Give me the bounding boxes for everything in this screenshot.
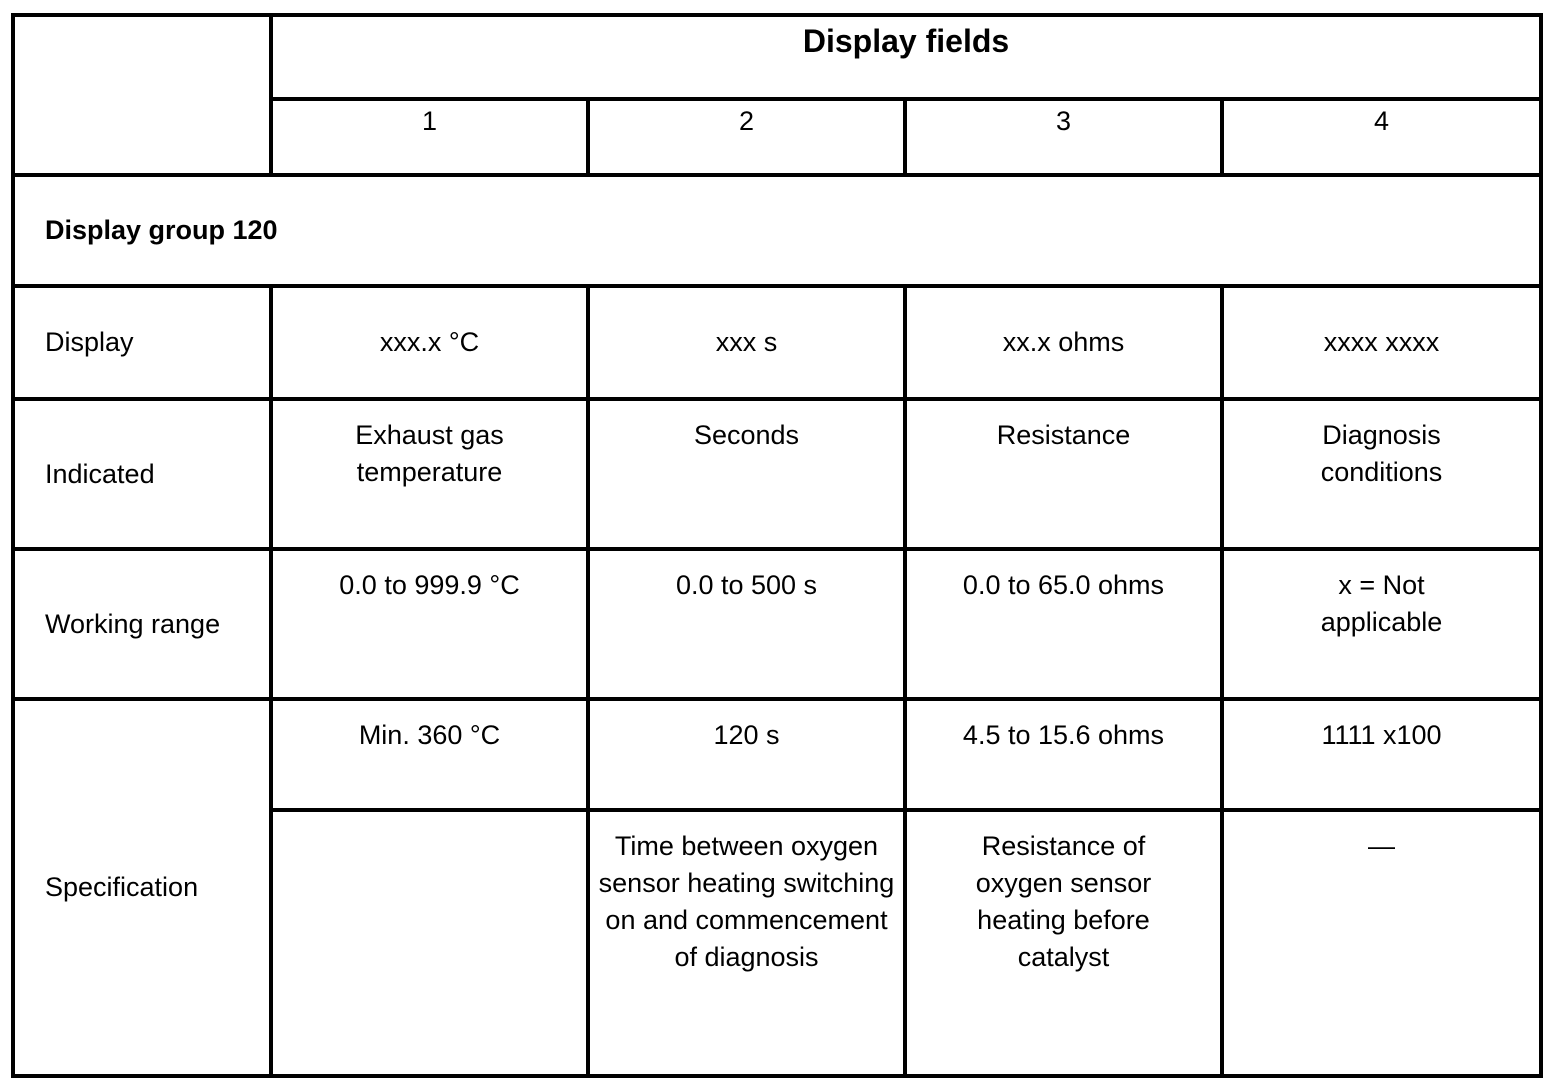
indicated-cell [1222, 399, 1541, 549]
field-number-2: 2 [588, 99, 905, 175]
working-range-cell [905, 549, 1222, 699]
display-group-table [11, 13, 1543, 1078]
working-range-cell [1222, 549, 1541, 699]
display-fields-heading: Display fields [271, 15, 1541, 99]
specification-value-cell: Min. 360 °C [271, 699, 588, 810]
working-range-cell [588, 549, 905, 699]
specification-note-text: Time between oxygen sensor heating switching on and commencement of diagnosis [598, 831, 895, 972]
row-label-working-range: Working range [13, 549, 271, 699]
specification-note-cell [905, 810, 1222, 1076]
indicated-text: Diagnosis conditions [1320, 420, 1443, 487]
working-range-cell [271, 549, 588, 699]
display-cell: xxx.x °C [271, 286, 588, 399]
field-number-4: 4 [1222, 99, 1541, 175]
row-label-display: Display [13, 286, 271, 399]
working-range-text: 0.0 to 65.0 ohms [962, 570, 1165, 600]
field-number-1: 1 [271, 99, 588, 175]
specification-value-cell: 120 s [588, 699, 905, 810]
specification-value-cell: 4.5 to 15.6 ohms [905, 699, 1222, 810]
working-range-text: x = Not applicable [1320, 570, 1443, 637]
working-range-text: 0.0 to 500 s [675, 570, 818, 600]
specification-note-text: — [1368, 831, 1396, 861]
specification-note-cell [1222, 810, 1541, 1076]
row-label-specification: Specification [13, 699, 271, 1076]
indicated-text: Seconds [693, 420, 800, 450]
specification-note-cell [588, 810, 905, 1076]
specification-note-cell [271, 810, 588, 1076]
field-number-3: 3 [905, 99, 1222, 175]
working-range-text: 0.0 to 999.9 °C [339, 570, 520, 600]
display-cell: xxxx xxxx [1222, 286, 1541, 399]
display-cell: xxx s [588, 286, 905, 399]
specification-note-text: Resistance of oxygen sensor heating before catalyst [975, 831, 1152, 972]
indicated-text: Resistance [996, 420, 1131, 450]
header-corner-cell [13, 15, 271, 175]
indicated-cell [905, 399, 1222, 549]
display-group-title: Display group 120 [13, 175, 1541, 286]
specification-value-cell: 1111 x100 [1222, 699, 1541, 810]
row-label-indicated: Indicated [13, 399, 271, 549]
display-cell: xx.x ohms [905, 286, 1222, 399]
indicated-cell [588, 399, 905, 549]
indicated-cell [271, 399, 588, 549]
indicated-text: Exhaust gas temperature [355, 420, 504, 487]
